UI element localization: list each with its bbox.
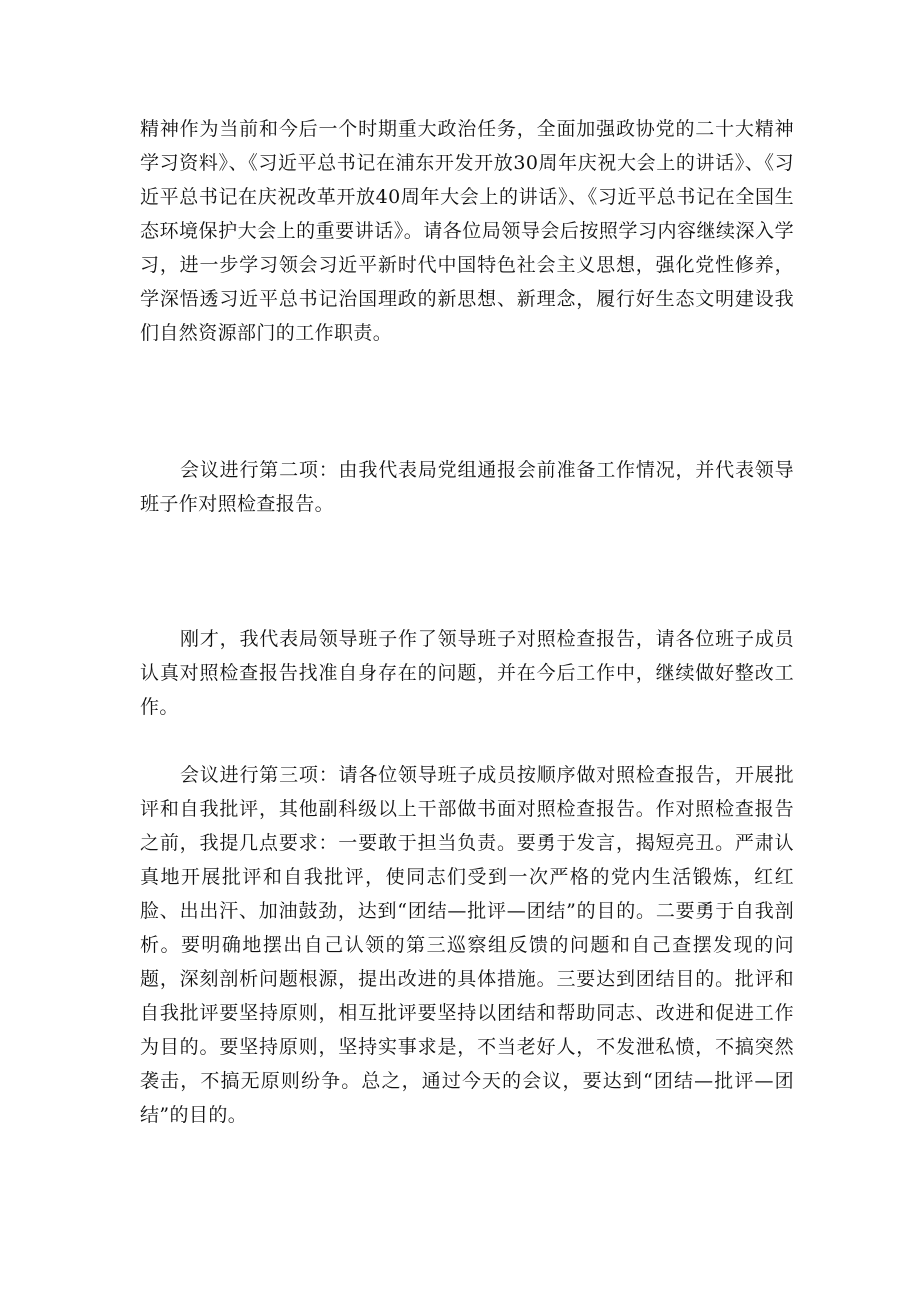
paragraph-agenda-item-two: 会议进行第二项：由我代表局党组通报会前准备工作情况，并代表领导班子作对照检查报告。	[140, 459, 794, 515]
paragraph-rectification: 刚才，我代表局领导班子作了领导班子对照检查报告，请各位班子成员认真对照检查报告找准自身存在的问题，并在今后工作中，继续做好整改工作。	[140, 628, 794, 718]
paragraph-study-materials: 精神作为当前和今后一个时期重大政治任务，全面加强政协党的二十大精神学习资料》、《习近平总书记在浦东开发开放30周年庆祝大会上的讲话》、《习近平总书记在庆祝改革开放40周年大会上的讲话》、《习近平总书记在全国生态环境保护大会上的重要讲话》。请各位局领导会后按照学习内容继续深入学习，进一步学习领会习近平新时代中国特色社会主义思想，强化党性修养，学深悟透习近平总书记治国理政的新思想、新理念，履行好生态文明建设我们自然资源部门的工作职责。	[140, 118, 794, 344]
paragraph-agenda-item-three: 会议进行第三项：请各位领导班子成员按顺序做对照检查报告，开展批评和自我批评，其他副科级以上干部做书面对照检查报告。作对照检查报告之前，我提几点要求：一要敢于担当负责。要勇于发言，揭短亮丑。严肃认真地开展批评和自我批评，使同志们受到一次严格的党内生活锻炼，红红脸、出出汗、加油鼓劲，达到“团结—批评—团结”的目的。二要勇于自我剖析。要明确地摆出自己认领的第三巡察组反馈的问题和自己查摆发现的问题，深刻剖析问题根源，提出改进的具体措施。三要达到团结目的。批评和自我批评要坚持原则，相互批评要坚持以团结和帮助同志、改进和促进工作为目的。要坚持原则，坚持实事求是，不当老好人，不发泄私愤，不搞突然袭击，不搞无原则纷争。总之，通过今天的会议，要达到“团结—批评—团结”的目的。	[140, 764, 794, 1126]
